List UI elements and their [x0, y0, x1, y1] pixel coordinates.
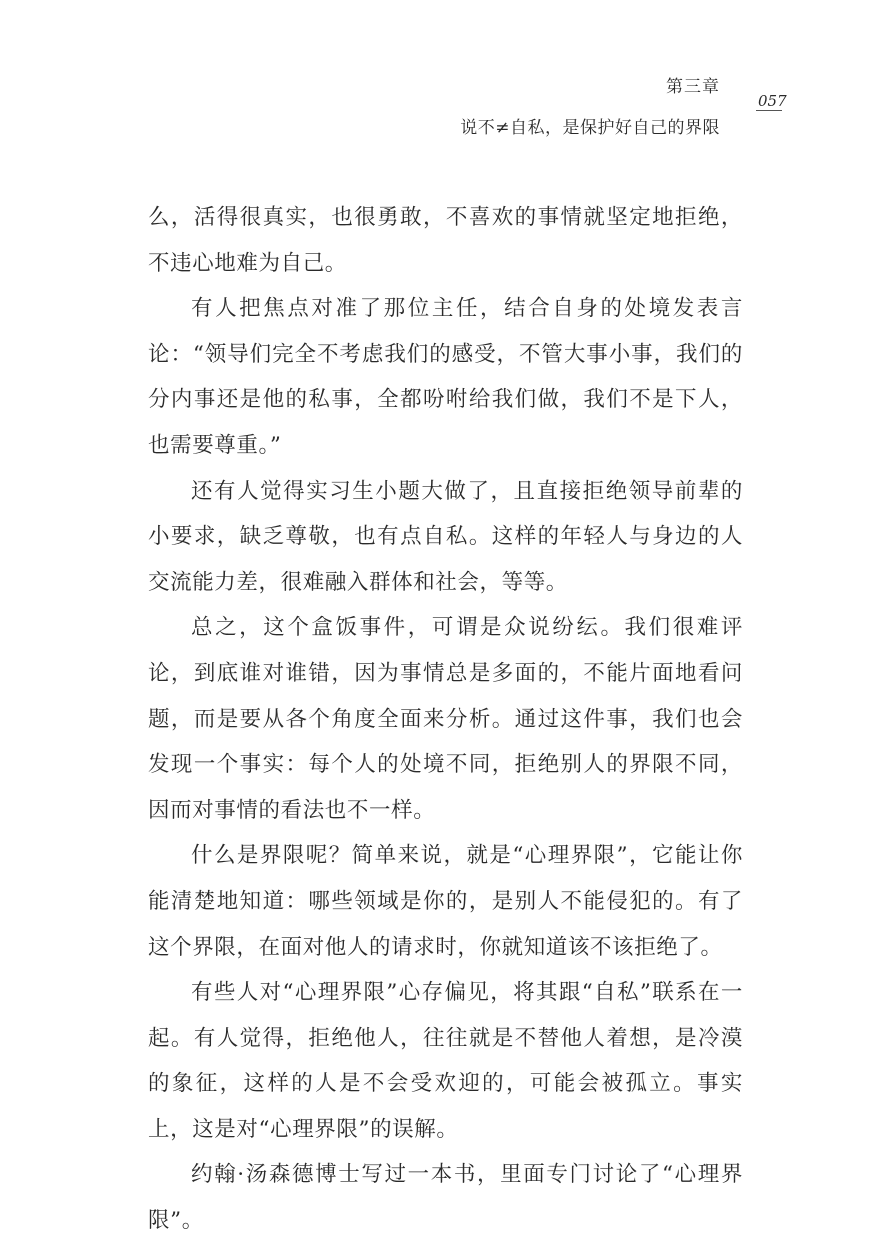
- paragraph: 总之，这个盒饭事件，可谓是众说纷纭。我们很难评论，到底谁对谁错，因为事情总是多面的，不能片面地看问题，而是要从各个角度全面来分析。通过这件事，我们也会发现一个事实：每个人的处境不同，拒绝别人的界限不同，因而对事情的看法也不一样。: [148, 615, 743, 823]
- chapter-label: 第三章: [666, 77, 720, 97]
- header-rule: [756, 110, 782, 111]
- chapter-title: 说不≠自私，是保护好自己的界限: [460, 118, 720, 138]
- paragraph-continued: 么，活得很真实，也很勇敢，不喜欢的事情就坚定地拒绝，不违心地难为自己。: [148, 205, 743, 276]
- paragraph: 约翰·汤森德博士写过一本书，里面专门讨论了“心理界限”。: [148, 1162, 743, 1234]
- body-text: [148, 195, 743, 1244]
- page-number: 057: [758, 92, 787, 110]
- running-header: [0, 0, 875, 150]
- paragraph: 还有人觉得实习生小题大做了，且直接拒绝领导前辈的小要求，缺乏尊敬，也有点自私。这样的年轻人与身边的人交流能力差，很难融入群体和社会，等等。: [148, 478, 743, 595]
- paragraph: 有人把焦点对准了那位主任，结合自身的处境发表言论：“领导们完全不考虑我们的感受，不管大事小事，我们的分内事还是他的私事，全都吩咐给我们做，我们不是下人，也需要尊重。”: [148, 296, 743, 458]
- paragraph: 有些人对“心理界限”心存偏见，将其跟“自私”联系在一起。有人觉得，拒绝他人，往往就是不替他人着想，是冷漠的象征，这样的人是不会受欢迎的，可能会被孤立。事实上，这是对“心理界限”的误解。: [148, 980, 743, 1142]
- paragraph: 什么是界限呢？简单来说，就是“心理界限”，它能让你能清楚地知道：哪些领域是你的，是别人不能侵犯的。有了这个界限，在面对他人的请求时，你就知道该不该拒绝了。: [148, 843, 743, 960]
